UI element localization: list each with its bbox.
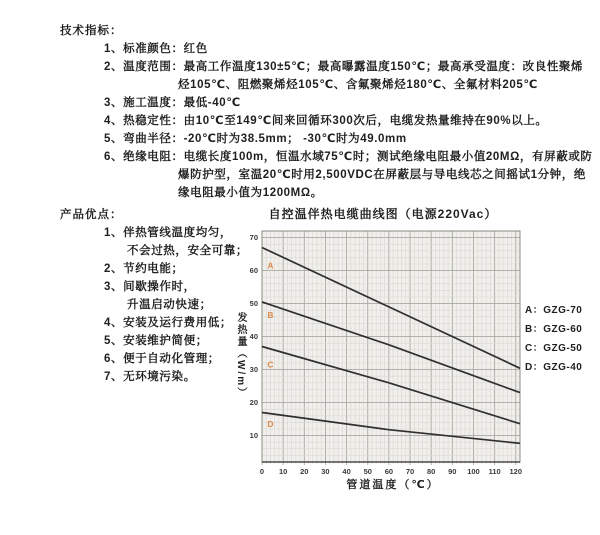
chart-title: 自控温伴热电缆曲线图（电源220Vac） — [268, 207, 498, 221]
x-tick-label: 60 — [384, 467, 394, 476]
tech-spec-line: 烃105℃、阻燃聚烯烃105℃、含氟聚烯烃180℃、全氟材料205℃ — [178, 79, 538, 91]
legend-item: C：GZG-50 — [525, 343, 583, 354]
curve-label-A: A — [267, 260, 274, 271]
chart-y-axis-label: 发热量（W/m） — [235, 312, 246, 400]
x-tick-label: 50 — [363, 467, 372, 476]
curve-label-B: B — [267, 310, 274, 321]
x-tick-label: 10 — [278, 467, 288, 476]
tech-spec-line: 4、热稳定性：由10℃至149℃间来回循环300次后，电缆发热量维持在90%以上。 — [104, 115, 548, 127]
legend-item: B：GZG-60 — [525, 324, 583, 335]
tech-spec-line: 1、标准颜色：红色 — [104, 43, 208, 55]
y-tick-label: 50 — [249, 299, 258, 309]
chart-legend — [525, 301, 582, 377]
x-tick-label: 80 — [427, 467, 436, 476]
x-tick-label: 110 — [488, 467, 501, 476]
x-tick-label: 120 — [509, 467, 523, 476]
heating-curve-chart — [238, 225, 534, 497]
tech-spec-line: 缘电阻最小值为1200MΩ。 — [178, 187, 323, 199]
legend-item: A：GZG-70 — [525, 305, 583, 316]
advantage-line: 6、便于自动化管理； — [104, 353, 220, 365]
curve-label-C: C — [267, 359, 274, 370]
advantage-line: 1、伴热管线温度均匀， — [104, 227, 232, 239]
y-tick-label: 20 — [249, 398, 258, 408]
y-tick-label: 10 — [249, 431, 258, 441]
chart-x-axis-label: 管道温度（℃） — [346, 479, 440, 491]
tech-spec-line: 爆防护型，室温20℃时用2,500VDC在屏蔽层与导电线芯之间摇试1分钟，绝 — [178, 169, 586, 181]
advantage-line: 不会过热，安全可靠； — [127, 245, 248, 257]
legend-item: D：GZG-40 — [525, 362, 583, 373]
advantage-line: 4、安装及运行费用低； — [104, 317, 232, 329]
x-tick-label: 100 — [467, 467, 480, 476]
tech-spec-line: 3、施工温度：最低-40℃ — [104, 97, 241, 109]
tech-spec-line: 2、温度范围：最高工作温度130±5℃；最高曝露温度150℃；最高承受温度：改良性聚烯 — [104, 61, 584, 73]
advantage-line: 2、节约电能； — [104, 263, 184, 275]
x-tick-label: 40 — [342, 467, 351, 476]
advantages-list — [104, 224, 248, 386]
y-tick-label: 60 — [249, 266, 258, 276]
y-tick-label: 30 — [249, 365, 258, 375]
tech-specs-heading: 技术指标： — [60, 25, 123, 37]
advantage-line: 升温启动快速； — [127, 299, 212, 311]
advantage-line: 3、间歇操作时， — [104, 281, 196, 293]
x-tick-label: 0 — [259, 467, 265, 476]
tech-specs-list — [104, 40, 593, 202]
tech-spec-line: 6、绝缘电阻：电缆长度100m，恒温水域75℃时；测试绝缘电阻最小值20MΩ，有屏蔽或防 — [104, 151, 593, 163]
x-tick-label: 70 — [405, 467, 415, 476]
x-tick-label: 90 — [448, 467, 457, 476]
x-tick-label: 30 — [321, 467, 330, 476]
advantages-heading: 产品优点： — [60, 209, 123, 221]
advantage-line: 5、安装维护简便； — [104, 335, 208, 347]
tech-spec-line: 5、弯曲半径：-20℃时为38.5mm； -30℃时为49.0mm — [104, 133, 407, 145]
x-tick-label: 20 — [300, 467, 309, 476]
advantage-line: 7、无环境污染。 — [104, 371, 196, 383]
y-tick-label: 70 — [249, 233, 258, 243]
y-tick-label: 40 — [249, 332, 258, 342]
curve-label-D: D — [267, 419, 274, 430]
